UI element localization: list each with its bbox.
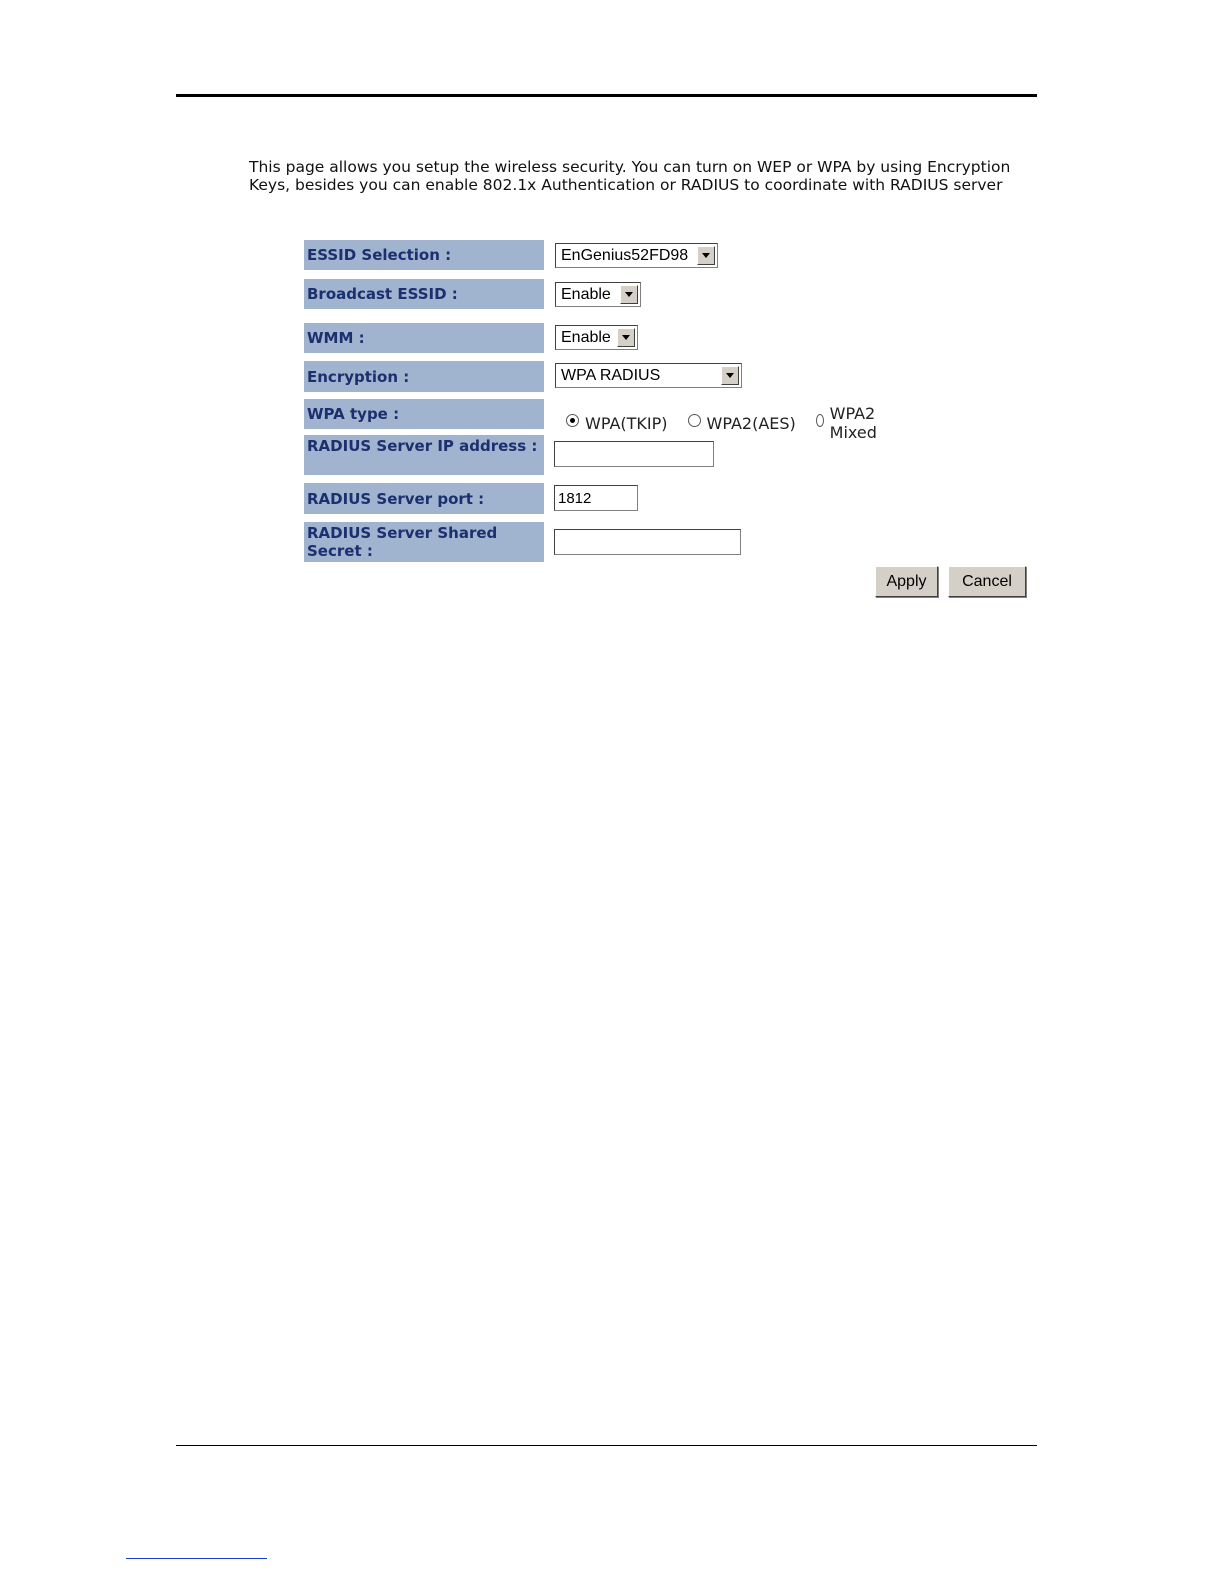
radius-port-input[interactable]: 1812 (554, 485, 638, 511)
intro-text: This page allows you setup the wireless security. You can turn on WEP or WPA by using Encryption Keys, besides you can enable 802.1x Authentication or RADIUS to coordinate with RADIUS server (249, 158, 1011, 194)
wpa-tkip-label: WPA(TKIP) (585, 413, 668, 433)
wpa2-mixed-label: WPA2 Mixed (829, 404, 877, 442)
broadcast-essid-select[interactable] (555, 282, 641, 307)
essid-selection-select[interactable] (555, 243, 718, 268)
wpa-tkip-radio[interactable] (566, 414, 668, 433)
radio-selected-icon (566, 414, 579, 427)
wpa-type-radio-group (566, 404, 902, 442)
encryption-select[interactable] (555, 363, 742, 388)
radio-empty-icon (688, 414, 701, 427)
footnote-separator (126, 1558, 267, 1559)
radio-empty-icon (816, 414, 824, 427)
wmm-select[interactable] (555, 325, 638, 350)
wpa2-aes-radio[interactable] (688, 414, 796, 433)
essid-selection-value: EnGenius52FD98 (561, 246, 689, 264)
wpa2-mixed-radio[interactable] (816, 404, 882, 442)
radius-ip-label: RADIUS Server IP address : (304, 435, 544, 475)
chevron-down-icon (721, 366, 739, 385)
wmm-label: WMM : (304, 323, 544, 353)
apply-button[interactable]: Apply (875, 566, 938, 597)
chevron-down-icon (617, 328, 635, 347)
wpa2-aes-label: WPA2(AES) (706, 413, 796, 433)
encryption-value: WPA RADIUS (561, 366, 661, 384)
footer-rule (176, 1445, 1037, 1446)
header-rule (176, 94, 1037, 97)
cancel-button[interactable]: Cancel (948, 566, 1026, 597)
radius-port-label: RADIUS Server port : (304, 483, 544, 514)
chevron-down-icon (620, 285, 638, 304)
wpa-type-label: WPA type : (304, 399, 544, 429)
essid-selection-label: ESSID Selection : (304, 240, 544, 270)
encryption-label: Encryption : (304, 361, 544, 392)
radius-secret-input[interactable] (554, 529, 741, 555)
radius-ip-input[interactable] (554, 441, 714, 467)
broadcast-essid-label: Broadcast ESSID : (304, 279, 544, 309)
chevron-down-icon (697, 246, 715, 265)
broadcast-essid-value: Enable (561, 285, 611, 303)
wmm-value: Enable (561, 328, 611, 346)
radius-secret-label: RADIUS Server Shared Secret : (304, 522, 544, 562)
